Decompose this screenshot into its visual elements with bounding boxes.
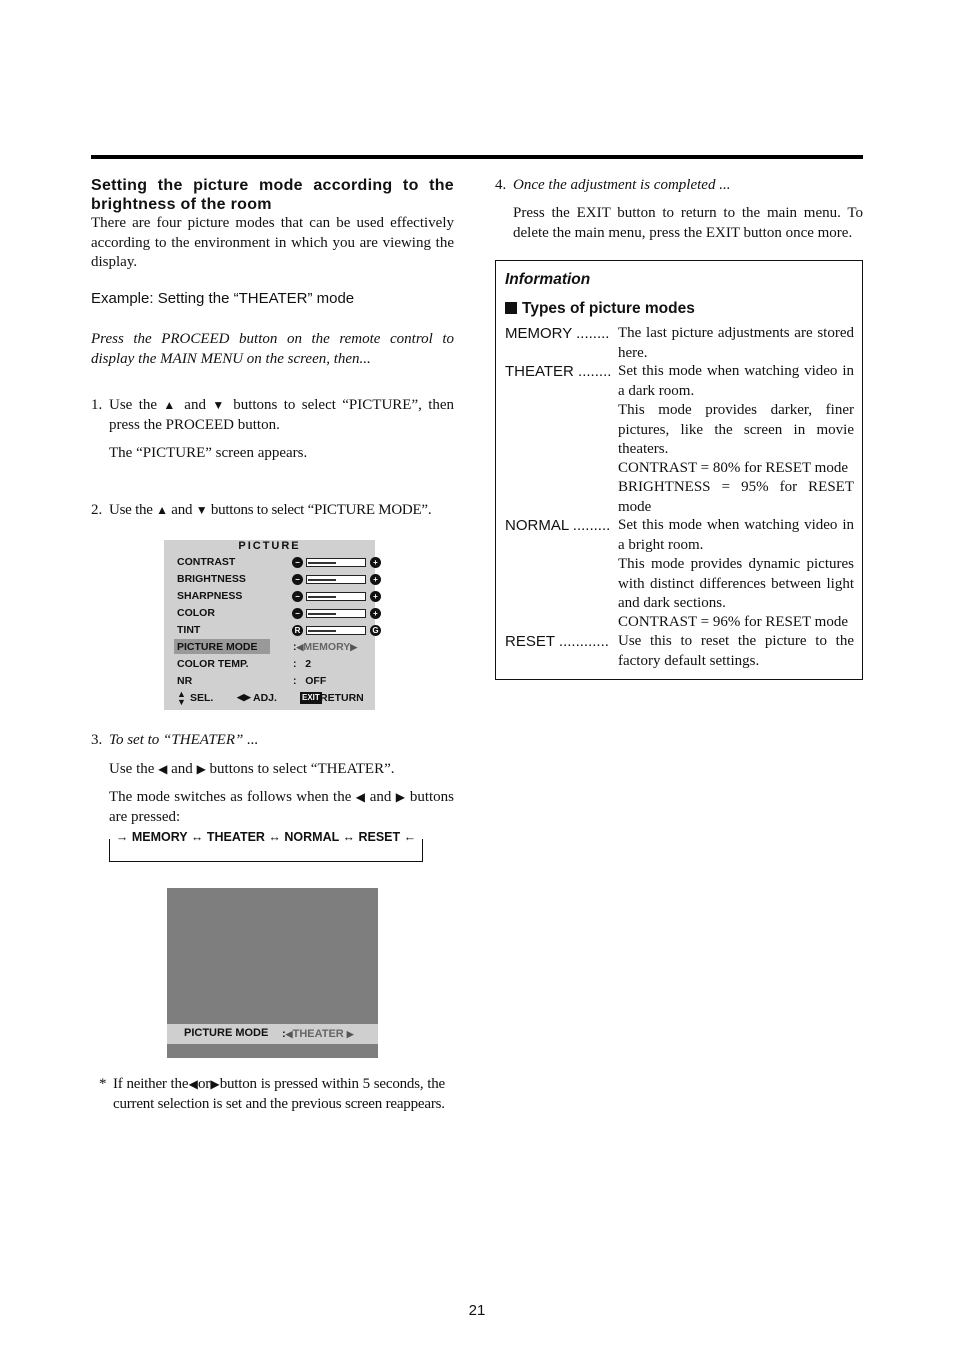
step3-number: 3. <box>91 732 103 748</box>
step2-text-b: buttons to select “PICTURE MODE”. <box>210 502 432 518</box>
note-or: or <box>197 1076 211 1092</box>
cycle-text-wrap <box>109 830 423 844</box>
screen-osd-bar <box>167 1024 378 1044</box>
osd-row-picture-mode <box>177 641 367 656</box>
osd-row-brightness <box>177 573 378 588</box>
up-triangle-icon: ▲ <box>156 503 168 517</box>
step4-text: Press the EXIT button to return to the main menu. To delete the main menu, press the EXIT button once more. <box>513 205 863 241</box>
picture-osd-menu <box>164 540 379 710</box>
level-bar <box>306 626 366 635</box>
info-title: Information <box>505 271 591 288</box>
step1-sub: The “PICTURE” screen appears. <box>109 445 308 461</box>
left-right-icon: ◀▶ <box>237 692 251 702</box>
osd-row-tint <box>177 624 379 639</box>
osd-nr-value <box>293 675 326 687</box>
colon: : <box>293 641 297 653</box>
screen-mode-value: THEATER <box>292 1028 344 1040</box>
desc-theater-4: BRIGHTNESS = 95% for RESET mode <box>618 479 854 515</box>
right-arrow-icon: ▶ <box>346 1029 354 1039</box>
term-normal: NORMAL ......... <box>505 517 611 534</box>
press-instruction: Press the PROCEED button on the remote control to display the MAIN MENU on the screen, then... <box>91 331 454 367</box>
cycle-text: → MEMORY ↔ THEATER ↔ NORMAL ↔ RESET ← <box>113 830 419 844</box>
top-rule <box>91 155 863 159</box>
square-bullet-icon <box>505 302 517 314</box>
note-text-b: button is pressed within 5 seconds, the current selection is set and the previous screen reappears. <box>113 1076 445 1112</box>
page-number: 21 <box>468 1302 486 1319</box>
step3-text-a: Use the <box>109 761 155 777</box>
screen-mode-label: PICTURE MODE <box>184 1027 269 1039</box>
step3-text <box>109 760 454 780</box>
example-line: Example: Setting the “THEATER” mode <box>91 290 355 307</box>
exit-icon: EXIT <box>302 693 320 702</box>
note-star: * <box>99 1076 107 1092</box>
plus-icon: + <box>370 574 381 585</box>
step3-cycle-a: The mode switches as follows when the <box>109 789 352 805</box>
section-heading-block <box>91 176 454 214</box>
term-memory: MEMORY ........ <box>505 325 610 342</box>
osd-row-label: PICTURE MODE <box>177 641 258 653</box>
note-text-a: If neither the <box>113 1076 189 1092</box>
note-text <box>113 1075 445 1114</box>
osd-row-label: NR <box>177 675 193 687</box>
osd-color-temp-value <box>293 658 311 670</box>
sel-label: SEL. <box>190 692 214 704</box>
desc-theater-2: This mode provides darker, finer pictures, like the screen in movie theaters. <box>618 402 854 457</box>
red-r-icon: R <box>292 625 303 636</box>
intro-paragraph: There are four picture modes that can be used effectively according to the environment in which you are viewing the display. <box>91 215 454 270</box>
osd-row-contrast <box>177 556 378 571</box>
step2-text <box>109 501 459 521</box>
left-triangle-icon: ◀ <box>355 790 366 804</box>
plus-icon: + <box>370 591 381 602</box>
right-arrow-icon: ▶ <box>350 642 358 652</box>
up-triangle-icon: ▲ <box>163 398 178 412</box>
desc-memory: The last picture adjustments are stored here. <box>618 325 854 361</box>
osd-picture-mode-value <box>293 641 357 653</box>
level-fill <box>308 630 336 632</box>
osd-row-label: SHARPNESS <box>177 590 243 602</box>
desc-normal-3: CONTRAST = 96% for RESET mode <box>618 614 848 630</box>
level-bar <box>306 558 366 567</box>
step2-and: and <box>171 502 193 518</box>
info-heading <box>505 300 695 318</box>
level-fill <box>308 579 336 581</box>
down-triangle-icon: ▼ <box>212 398 227 412</box>
osd-row-label: BRIGHTNESS <box>177 573 246 585</box>
osd-row-color <box>177 607 378 622</box>
theater-screen-preview <box>167 888 378 1058</box>
osd-row-nr <box>177 675 367 690</box>
desc-theater-3: CONTRAST = 80% for RESET mode <box>618 460 848 476</box>
return-label: RETURN <box>320 692 364 704</box>
right-triangle-icon: ▶ <box>196 762 206 776</box>
level-bar <box>306 575 366 584</box>
level-bar <box>306 592 366 601</box>
step3-title: To set to “THEATER” ... <box>109 732 259 748</box>
step1-and: and <box>184 397 206 413</box>
level-fill <box>308 596 336 598</box>
step4-number: 4. <box>495 177 507 193</box>
osd-row-color-temp <box>177 658 367 673</box>
colon: : <box>282 1028 286 1040</box>
left-triangle-icon: ◀ <box>188 1077 198 1091</box>
info-heading-text: Types of picture modes <box>522 300 695 317</box>
desc-reset: Use this to reset the picture to the factory default settings. <box>618 633 854 669</box>
step4-title: Once the adjustment is completed ... <box>513 177 731 193</box>
left-arrow-icon: ◀ <box>285 1029 293 1039</box>
step1-number: 1. <box>91 397 103 413</box>
colon: : <box>293 675 297 687</box>
left-arrow-icon: ◀ <box>296 642 304 652</box>
step1-text-a: Use the <box>109 397 158 413</box>
plus-icon: + <box>370 557 381 568</box>
step3-cycle-text <box>109 788 454 827</box>
colon: : <box>293 658 297 670</box>
desc-normal-1: Set this mode when watching video in a bright room. <box>618 517 854 553</box>
step2-number: 2. <box>91 502 103 518</box>
green-g-icon: G <box>370 625 381 636</box>
minus-icon: − <box>292 574 303 585</box>
up-down-icon: ▲ ▼ <box>177 689 186 707</box>
nr-value: OFF <box>305 675 327 687</box>
left-triangle-icon: ◀ <box>158 762 168 776</box>
osd-footer <box>177 689 372 707</box>
desc-normal-2: This mode provides dynamic pictures with distinct differences between light and dark sections. <box>618 556 854 611</box>
picture-mode-value: MEMORY <box>303 641 351 653</box>
step1-text <box>109 396 454 435</box>
color-temp-value: 2 <box>305 658 312 670</box>
mode-cycle-diagram <box>109 830 423 863</box>
osd-row-label: COLOR <box>177 607 215 619</box>
step3-and: and <box>171 761 193 777</box>
screen-mode-value-wrap <box>282 1028 354 1040</box>
term-reset: RESET ............ <box>505 633 609 650</box>
osd-title: PICTURE <box>238 540 301 552</box>
minus-icon: − <box>292 608 303 619</box>
osd-row-label: TINT <box>177 624 201 636</box>
adj-label: ADJ. <box>253 692 277 704</box>
level-fill <box>308 562 336 564</box>
step3-text-b: buttons to select “THEATER”. <box>209 761 395 777</box>
osd-row-sharpness <box>177 590 378 605</box>
step2-text-a: Use the <box>109 502 153 518</box>
down-triangle-icon: ▼ <box>195 503 208 517</box>
level-fill <box>308 613 336 615</box>
level-bar <box>306 609 366 618</box>
plus-icon: + <box>370 608 381 619</box>
minus-icon: − <box>292 591 303 602</box>
step3-cycle-b: buttons are pressed: <box>109 789 454 825</box>
osd-row-label: CONTRAST <box>177 556 236 568</box>
minus-icon: − <box>292 557 303 568</box>
step1-text-b: buttons to select “PICTURE”, then press the PROCEED button. <box>109 397 455 433</box>
desc-theater-1: Set this mode when watching video in a dark room. <box>618 363 854 399</box>
right-triangle-icon: ▶ <box>210 1077 220 1091</box>
section-heading: Setting the picture mode according to the brightness of the room <box>91 177 454 213</box>
osd-row-label: COLOR TEMP. <box>177 658 249 670</box>
right-triangle-icon: ▶ <box>395 790 406 804</box>
term-theater: THEATER ........ <box>505 363 612 380</box>
information-box <box>495 260 863 680</box>
step3-cycle-and: and <box>369 789 392 805</box>
